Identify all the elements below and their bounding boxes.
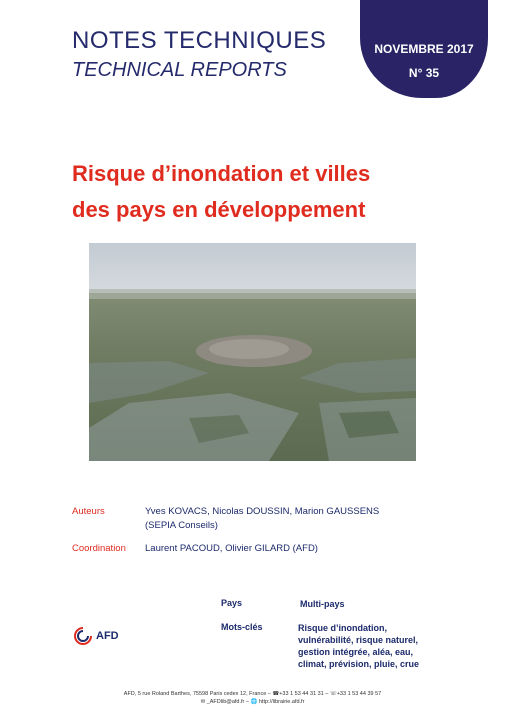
footer-web: ✉ _AFDlib@afd.fr – 🌐 http://librairie.afd.fr — [200, 699, 305, 705]
issue-date: NOVEMBRE 2017 — [374, 42, 474, 56]
country-label: Pays — [221, 598, 243, 608]
afd-logo-text: AFD — [96, 630, 119, 642]
report-title-line2: des pays en développement — [72, 197, 366, 222]
series-title-en: TECHNICAL REPORTS — [72, 59, 287, 81]
cover-photo — [89, 243, 416, 461]
coordination-value: Laurent PACOUD, Olivier GILARD (AFD) — [145, 543, 318, 554]
keyword-line: vulnérabilité, risque naturel, — [298, 635, 419, 645]
afd-logo — [74, 627, 119, 645]
keyword-line: Risque d’inondation, — [298, 623, 387, 633]
coordination-label: Coordination — [72, 543, 126, 554]
afd-logo-icon — [74, 627, 92, 645]
series-title — [72, 27, 326, 83]
issue-number: N° 35 — [408, 66, 440, 80]
keyword-line: gestion intégrée, aléa, eau, — [298, 647, 414, 657]
keyword-line: climat, prévision, pluie, crue — [298, 659, 420, 669]
footer-address: AFD, 5 rue Roland Barthes, 75598 Paris cedex 12, France – ☎+33 1 53 44 31 31 – ☏+33 1 53 44 39 57 — [123, 691, 382, 697]
footer-contact — [0, 690, 505, 706]
issue-badge — [360, 0, 488, 98]
keywords-list — [298, 622, 419, 670]
report-title — [72, 156, 432, 228]
authors-value: Yves KOVACS, Nicolas DOUSSIN, Marion GAUSSENS — [145, 506, 380, 517]
country-value: Multi-pays — [300, 599, 345, 609]
aerial-flood-photo — [89, 243, 416, 461]
keywords-label: Mots-clés — [221, 622, 263, 632]
authors-affiliation: (SEPIA Conseils) — [145, 520, 218, 531]
authors-label: Auteurs — [72, 506, 105, 517]
report-title-line1: Risque d’inondation et villes — [72, 161, 371, 186]
series-title-fr: NOTES TECHNIQUES — [72, 27, 327, 54]
